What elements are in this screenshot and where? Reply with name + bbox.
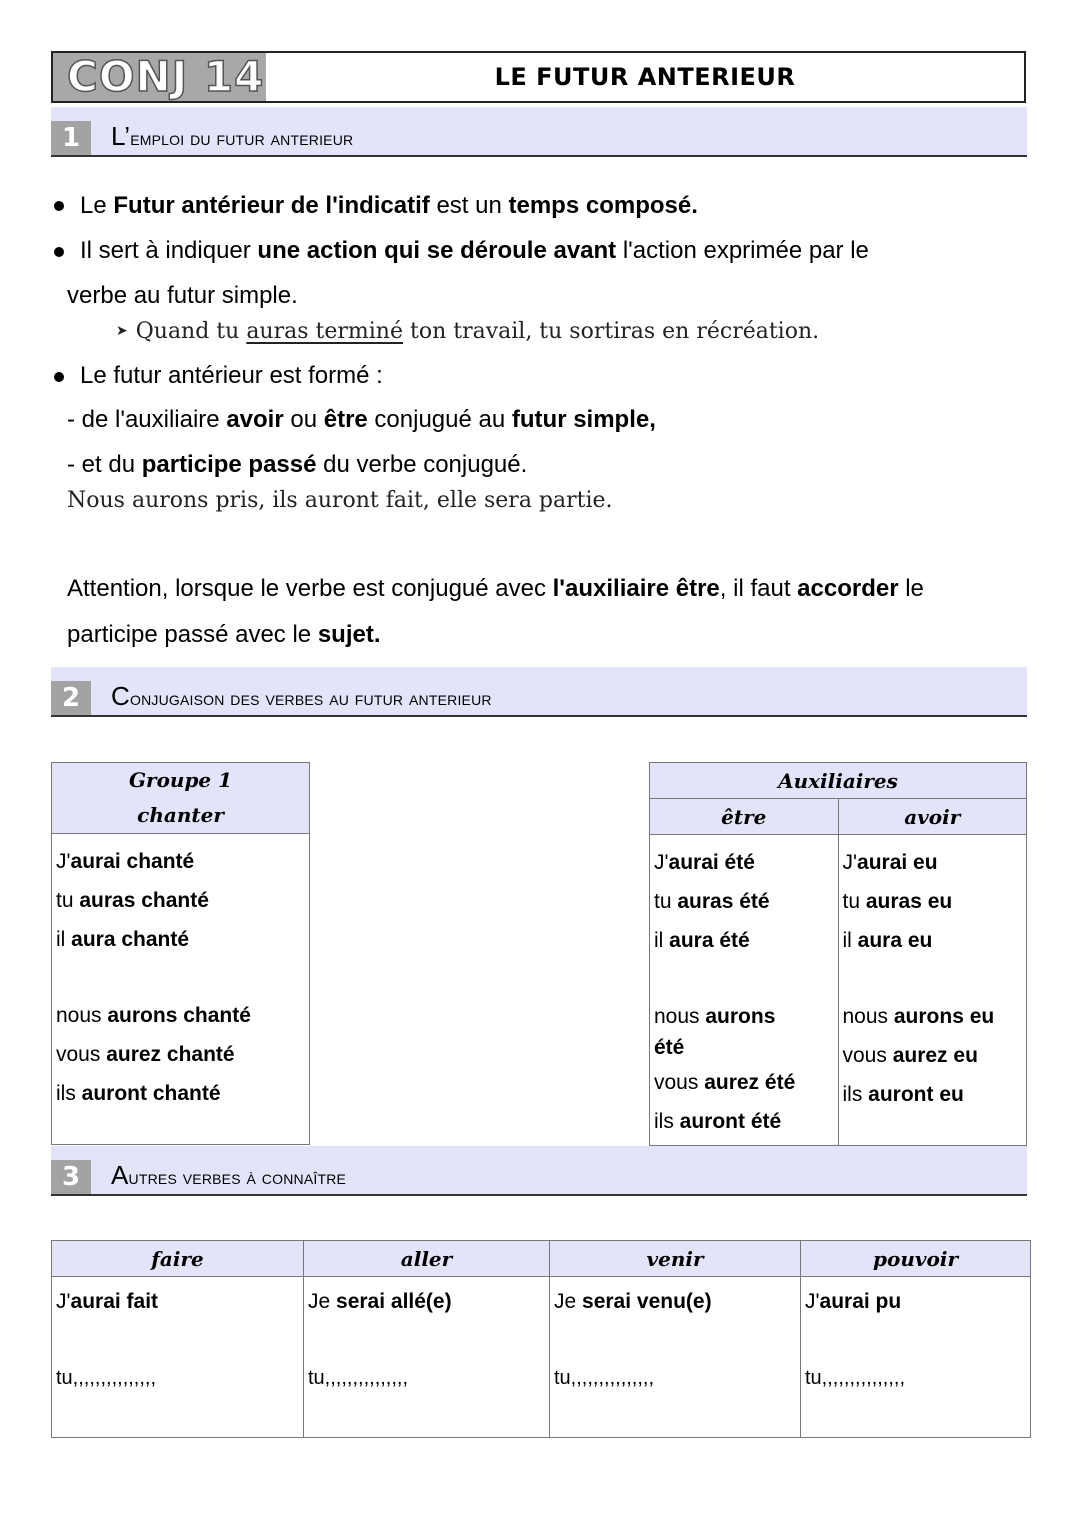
text: , il faut [719, 575, 798, 602]
example-sentence-1 [116, 316, 819, 347]
conj-row [654, 1063, 834, 1102]
text: ou [283, 406, 324, 433]
verb-form: auront été [679, 1110, 782, 1133]
verb-form: aurai chanté [70, 850, 195, 873]
text: Le [80, 192, 114, 219]
bold-text: Futur antérieur de l'indicatif [113, 192, 430, 219]
section-title-rest: onjugaison des verbes au futur anterieur [129, 688, 492, 710]
verb-form: aurai fait [70, 1290, 159, 1313]
pronoun: J' [842, 851, 858, 874]
formation-line-1 [67, 405, 656, 435]
text: - et du [67, 451, 142, 478]
text: conjugué au [367, 406, 512, 433]
conj-row [308, 1277, 545, 1316]
conj-row [554, 1277, 796, 1316]
pronoun: tu [56, 889, 80, 912]
avoir-header: avoir [838, 799, 1027, 835]
conj-row [56, 920, 305, 959]
exercise-blank: tu,,,,,,,,,,,,,,, [308, 1367, 409, 1389]
verb-form: aurons chanté [107, 1004, 251, 1027]
conj-row [843, 997, 1023, 1036]
pronoun: il [654, 929, 670, 952]
conj-row [843, 1036, 1023, 1075]
verb-form: aura été [669, 929, 750, 952]
conj-row [843, 882, 1023, 921]
pronoun: nous [842, 1005, 894, 1028]
text: ton travail, tu sortiras en récréation. [402, 319, 820, 344]
arrow-right-icon: ➤ [116, 323, 128, 339]
text: est un [429, 192, 509, 219]
example-sentence-2: Nous aurons pris, ils auront fait, elle sera partie. [67, 488, 613, 513]
pronoun: J' [654, 851, 669, 874]
pronoun: tu [654, 890, 678, 913]
avoir-cell [838, 835, 1027, 1146]
groupe1-cell [52, 834, 310, 1145]
section-3-header [51, 1146, 1027, 1196]
verb-header-pouvoir: pouvoir [801, 1241, 1031, 1277]
auxiliaires-header: Auxiliaires [650, 763, 1027, 799]
emploi-bullet-1 [80, 191, 698, 221]
section-1-header [51, 107, 1027, 157]
section-title [111, 682, 492, 713]
conj-row [654, 882, 834, 921]
verb-header-venir: venir [550, 1241, 801, 1277]
verb-form: aurai été [668, 851, 755, 874]
conj-code: CONJ 14 [67, 52, 265, 101]
pronoun: nous [654, 1005, 706, 1028]
etre-cell [650, 835, 839, 1146]
underlined-text: auras terminé [246, 319, 403, 344]
section-title [111, 1161, 346, 1192]
groupe1-header [52, 763, 310, 834]
section-title [111, 122, 353, 153]
conj-row [56, 842, 305, 881]
verb-form: auras été [677, 890, 770, 913]
text: le [898, 575, 924, 602]
emploi-bullet-3: Le futur antérieur est formé : [80, 362, 383, 389]
conj-row [654, 997, 804, 1063]
pronoun: il [842, 929, 858, 952]
section-number: 2 [51, 681, 91, 715]
pronoun: ils [654, 1110, 680, 1133]
verb-form: auront eu [868, 1083, 964, 1106]
verb-cell-faire [52, 1277, 304, 1438]
conj-row [805, 1277, 1026, 1316]
section-title-initial: C [111, 681, 130, 711]
text: Attention, lorsque le verbe est conjugué avec [67, 575, 553, 602]
bold-text: une action qui se déroule avant [257, 237, 617, 264]
verb-form: auront chanté [81, 1082, 221, 1105]
bullet-icon [54, 247, 64, 257]
section-title-rest: utres verbes à connaître [128, 1167, 347, 1189]
header-line: Groupe 1 [128, 768, 233, 792]
conj-row [56, 1277, 299, 1316]
verb-form: aura eu [857, 929, 933, 952]
header-line: chanter [137, 803, 224, 827]
verb-form: aurez eu [892, 1044, 978, 1067]
text: participe passé avec le [67, 621, 318, 648]
conj-badge [53, 53, 266, 101]
section-number: 1 [51, 121, 91, 155]
conj-row [843, 843, 1023, 882]
section-title-initial: L’ [111, 121, 131, 151]
bold-text: l'auxiliaire être [552, 575, 720, 602]
formation-line-2 [67, 450, 527, 480]
pronoun: vous [56, 1043, 107, 1066]
verb-form: auras chanté [79, 889, 209, 912]
bold-text: futur simple, [511, 406, 656, 433]
title-box [51, 51, 1026, 103]
text: - de l'auxiliaire [67, 406, 227, 433]
conj-row [654, 921, 834, 960]
bullet-icon [54, 201, 64, 211]
attention-line-2 [67, 620, 381, 650]
section-title-rest: emploi du futur anterieur [130, 128, 354, 150]
conj-row [56, 1074, 305, 1113]
emploi-bullet-2 [80, 236, 869, 266]
pronoun: Je [554, 1290, 583, 1313]
exercise-blank: tu,,,,,,,,,,,,,,, [56, 1367, 157, 1389]
bold-text: être [323, 406, 368, 433]
verb-form: aurai pu [819, 1290, 902, 1313]
pronoun: tu [842, 890, 866, 913]
pronoun: ils [56, 1082, 82, 1105]
pronoun: J' [56, 850, 71, 873]
pronoun: Je [308, 1290, 337, 1313]
auxiliaires-table [649, 762, 1027, 1146]
conj-row [843, 1075, 1023, 1114]
verb-form: serai allé(e) [336, 1290, 452, 1313]
pronoun: il [56, 928, 72, 951]
bullet-icon [54, 372, 64, 382]
page-title: LE FUTUR ANTERIEUR [494, 63, 796, 91]
exercise-blank: tu,,,,,,,,,,,,,,, [554, 1367, 655, 1389]
emploi-bullet-2-continued: verbe au futur simple. [67, 282, 298, 309]
verb-cell-venir [550, 1277, 801, 1438]
pronoun: ils [842, 1083, 869, 1106]
verb-form: aurai eu [857, 851, 938, 874]
exercise-blank: tu,,,,,,,,,,,,,,, [805, 1367, 906, 1389]
conj-row [56, 996, 305, 1035]
text: du verbe conjugué. [316, 451, 528, 478]
groupe1-table [51, 762, 310, 1145]
verb-header-faire: faire [52, 1241, 304, 1277]
verb-cell-pouvoir [801, 1277, 1031, 1438]
attention-line-1 [67, 574, 924, 604]
etre-header: être [650, 799, 839, 835]
pronoun: vous [654, 1071, 705, 1094]
pronoun: J' [805, 1290, 820, 1313]
section-number: 3 [51, 1160, 91, 1194]
conj-row [843, 921, 1023, 960]
pronoun: J' [56, 1290, 71, 1313]
verb-form: aurons été [654, 1005, 776, 1059]
verb-form: auras eu [865, 890, 953, 913]
text: l'action exprimée par le [616, 237, 869, 264]
bold-text: temps composé. [508, 192, 698, 219]
bold-text: sujet. [317, 621, 381, 648]
verb-form: aurez été [704, 1071, 796, 1094]
verb-header-aller: aller [304, 1241, 550, 1277]
conj-row [56, 1035, 305, 1074]
bold-text: avoir [226, 406, 284, 433]
bold-text: participe passé [141, 451, 317, 478]
section-title-initial: A [111, 1160, 129, 1190]
verb-form: aurez chanté [106, 1043, 235, 1066]
pronoun: nous [56, 1004, 108, 1027]
pronoun: vous [842, 1044, 893, 1067]
conj-row [654, 1102, 834, 1141]
text: Quand tu [135, 319, 247, 344]
conj-row [56, 881, 305, 920]
verb-form: aura chanté [71, 928, 190, 951]
autres-verbes-table [51, 1240, 1031, 1438]
verb-form: serai venu(e) [582, 1290, 712, 1313]
section-2-header [51, 667, 1027, 717]
conj-row [654, 843, 834, 882]
bold-text: accorder [797, 575, 899, 602]
verb-form: aurons eu [893, 1005, 995, 1028]
text: Il sert à indiquer [80, 237, 258, 264]
verb-cell-aller [304, 1277, 550, 1438]
